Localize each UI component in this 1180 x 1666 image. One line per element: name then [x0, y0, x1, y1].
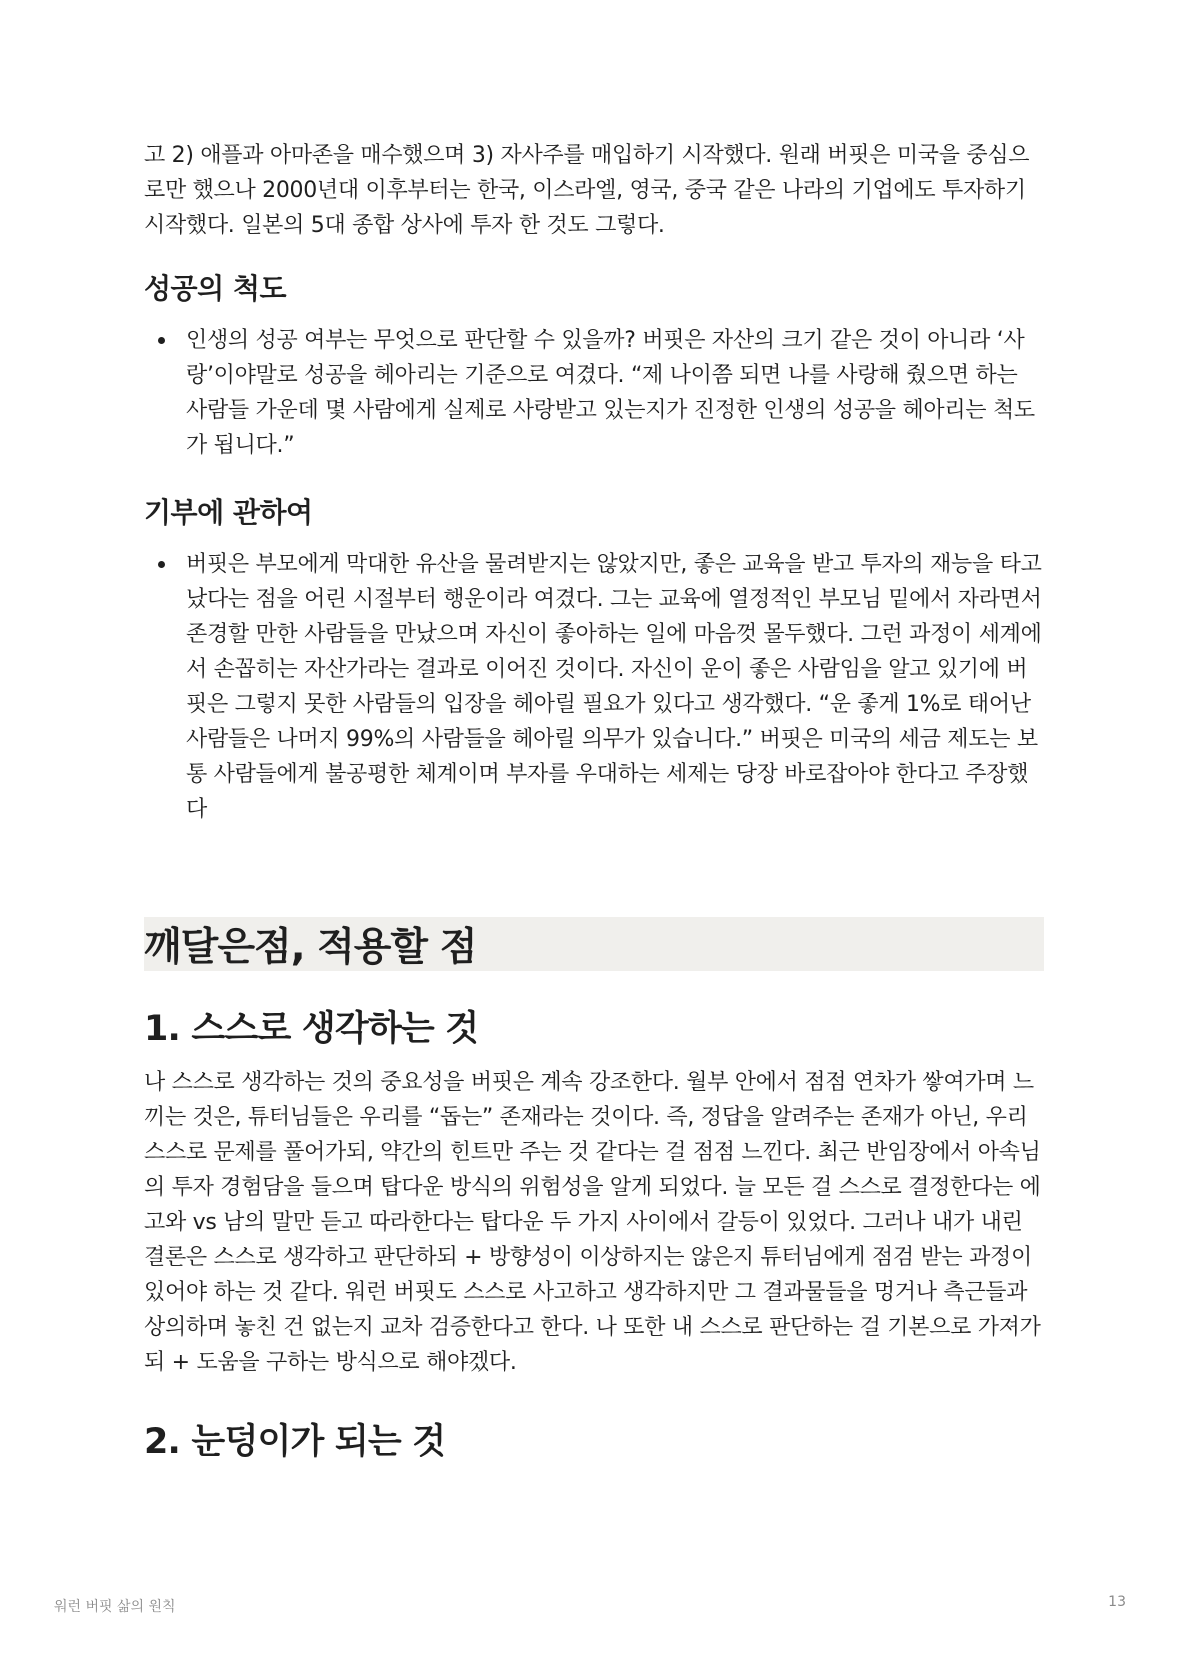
- insights-heading-band: [144, 917, 1044, 971]
- success-list: [144, 323, 1044, 463]
- footer-title: 워런 버핏 삶의 원칙: [54, 1599, 176, 1615]
- section2-heading: 2. 눈덩이가 되는 것: [144, 1422, 446, 1462]
- donation-bullet-text: 버핏은 부모에게 막대한 유산을 물려받지는 않았지만, 좋은 교육을 받고 투자의 재능을 타고났다는 점을 어린 시절부터 행운이라 여겼다. 그는 교육에 열정적인 부모님 밑에서 자라면서 존경할 만한 사람들을 만났으며 자신이 좋아하는 일에 마음껏 몰두했다. 그런 과정이 세계에서 손꼽히는 자산가라는 결과로 이어진 것이다. 자신이 운이 좋은 사람임을 알고 있기에 버핏은 그렇지 못한 사람들의 입장을 헤아릴 필요가 있다고 생각했다. “운 좋게 1%로 태어난 사람들은 나머지 99%의 사람들을 헤아릴 의무가 있습니다.” 버핏은 미국의 세금 제도는 보통 사람들에게 불공평한 체계이며 부자를 우대하는 세제는 당장 바로잡아야 한다고 주장했다: [186, 552, 1042, 822]
- insights-heading: 깨달은점, 적용할 점: [144, 925, 477, 970]
- donation-heading: 기부에 관하여: [144, 496, 313, 529]
- bullet-icon: [158, 337, 165, 344]
- page-number: 13: [1108, 1594, 1126, 1610]
- list-item: [144, 323, 1044, 463]
- list-item: [144, 547, 1044, 827]
- intro-paragraph: 고 2) 애플과 아마존을 매수했으며 3) 자사주를 매입하기 시작했다. 원래 버핏은 미국을 중심으로만 했으나 2000년대 이후부터는 한국, 이스라엘, 영국, 중국 같은 나라의 기업에도 투자하기 시작했다. 일본의 5대 종합 상사에 투자 한 것도 그렇다.: [144, 143, 1030, 238]
- bullet-icon: [158, 561, 165, 568]
- success-heading: 성공의 척도: [144, 272, 286, 305]
- donation-list: [144, 547, 1044, 827]
- section1-heading: 1. 스스로 생각하는 것: [144, 1009, 479, 1049]
- section1-paragraph: 나 스스로 생각하는 것의 중요성을 버핏은 계속 강조한다. 월부 안에서 점점 연차가 쌓여가며 느끼는 것은, 튜터님들은 우리를 “돕는” 존재라는 것이다. 즉, 정답을 알려주는 존재가 아닌, 우리 스스로 문제를 풀어가되, 약간의 힌트만 주는 것 같다는 걸 점점 느낀다. 최근 반임장에서 아속님의 투자 경험담을 들으며 탑다운 방식의 위험성을 알게 되었다. 늘 모든 걸 스스로 결정한다는 에고와 vs 남의 말만 듣고 따라한다는 탑다운 두 가지 사이에서 갈등이 있었다. 그러나 내가 내린 결론은 스스로 생각하고 판단하되 + 방향성이 이상하지는 않은지 튜터님에게 점검 받는 과정이 있어야 하는 것 같다. 워런 버핏도 스스로 사고하고 생각하지만 그 결과물들을 멍거나 측근들과 상의하며 놓친 건 없는지 교차 검증한다고 한다. 나 또한 내 스스로 판단하는 걸 기본으로 가져가되 + 도움을 구하는 방식으로 해야겠다.: [144, 1070, 1041, 1375]
- success-bullet-text: 인생의 성공 여부는 무엇으로 판단할 수 있을까? 버핏은 자산의 크기 같은 것이 아니라 ‘사랑’이야말로 성공을 헤아리는 기준으로 여겼다. “제 나이쯤 되면 나를 사랑해 줬으면 하는 사람들 가운데 몇 사람에게 실제로 사랑받고 있는지가 진정한 인생의 성공을 헤아리는 척도가 됩니다.”: [186, 328, 1035, 458]
- page-content: [144, 138, 1044, 1464]
